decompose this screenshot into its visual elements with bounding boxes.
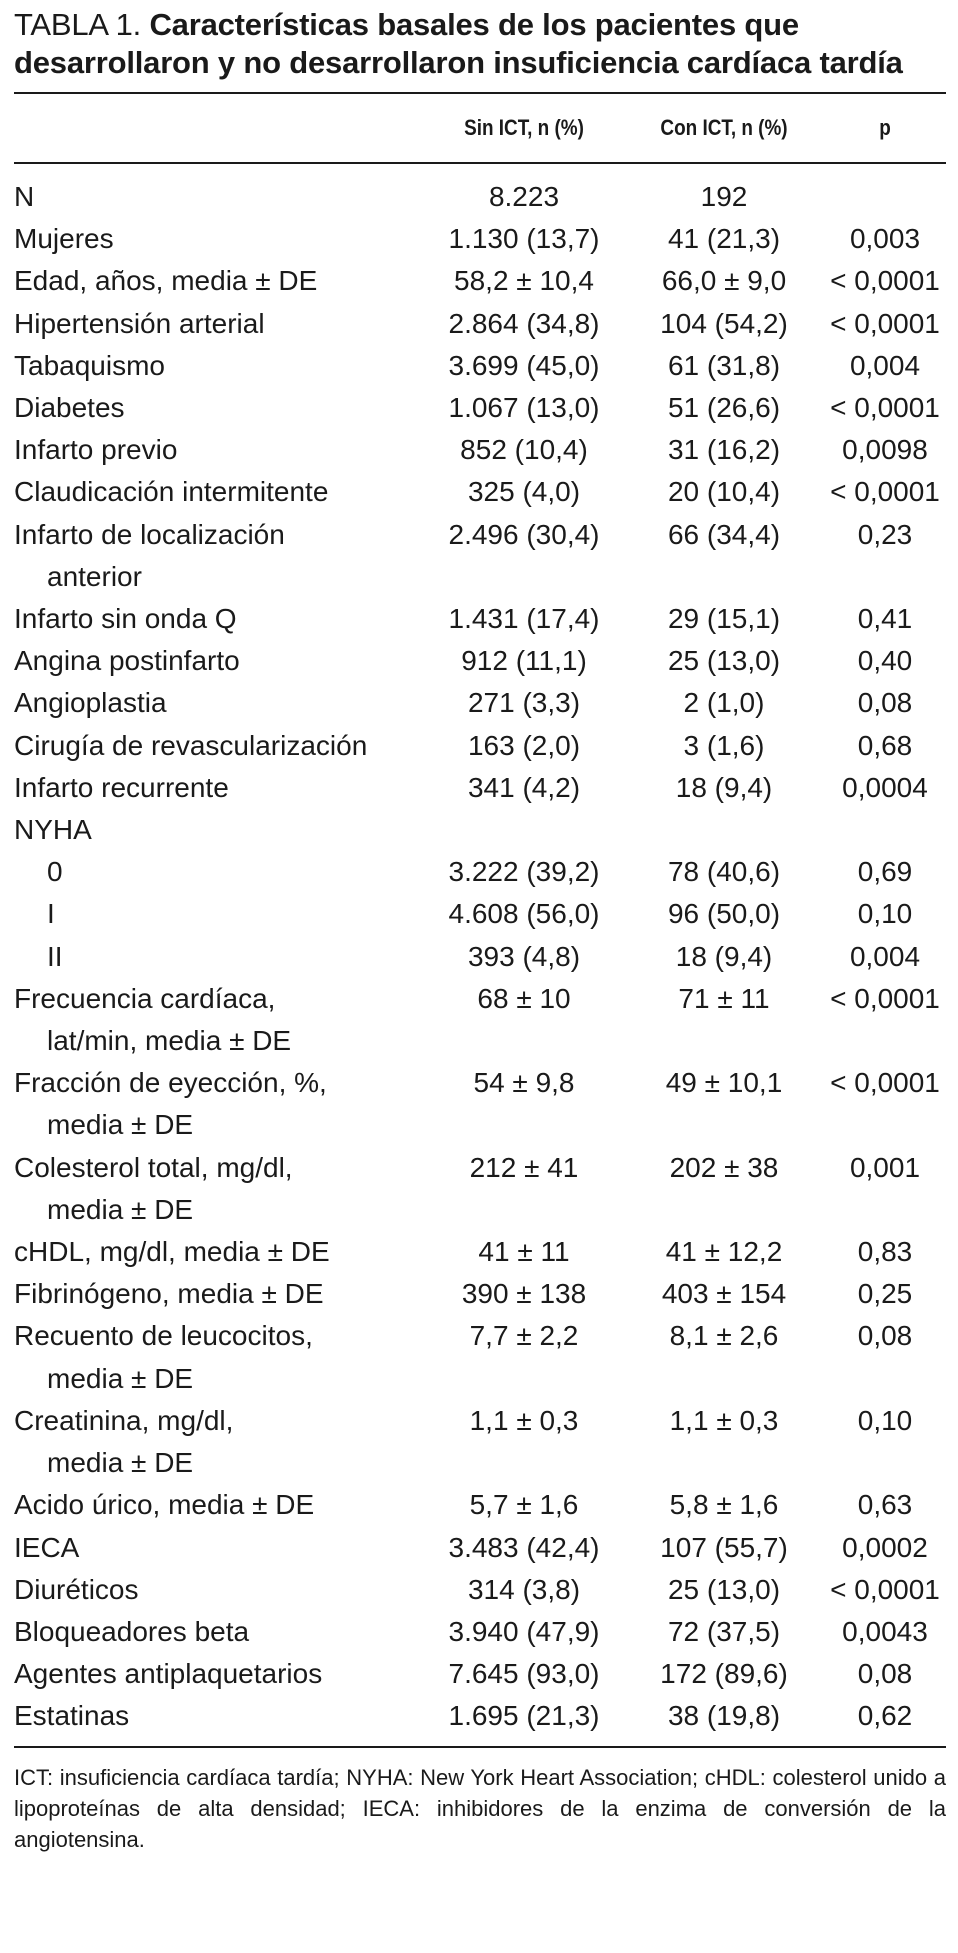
row-label-text: Infarto sin onda Q bbox=[14, 603, 237, 635]
row-label bbox=[14, 1315, 424, 1399]
row-label bbox=[14, 514, 424, 598]
cell-p-value: 0,004 bbox=[849, 940, 921, 972]
cell-p-value: 0,25 bbox=[857, 1278, 913, 1310]
row-label bbox=[14, 598, 424, 640]
cell-p-value: 0,83 bbox=[857, 1236, 913, 1268]
cell-sin-ict: 1.130 (13,7) bbox=[448, 223, 600, 255]
header-p-value: p bbox=[879, 115, 891, 140]
cell-p-value: < 0,0001 bbox=[830, 982, 940, 1014]
table-row bbox=[14, 1653, 946, 1695]
row-label bbox=[14, 1653, 424, 1695]
row-label-text: Fracción de eyección, %, bbox=[14, 1067, 327, 1099]
cell-sin-ict: 68 ± 10 bbox=[477, 982, 571, 1014]
row-label bbox=[14, 1484, 424, 1526]
row-label bbox=[14, 978, 424, 1062]
row-label bbox=[14, 936, 424, 978]
row-label bbox=[14, 429, 424, 471]
table-row bbox=[14, 1695, 946, 1746]
cell-con-ict: 38 (19,8) bbox=[667, 1700, 781, 1732]
cell-p-value: 0,62 bbox=[857, 1700, 913, 1732]
table-row bbox=[14, 514, 946, 598]
table-row bbox=[14, 893, 946, 935]
row-label bbox=[14, 345, 424, 387]
row-label bbox=[14, 1062, 424, 1146]
row-label-text: Tabaquismo bbox=[14, 349, 165, 381]
row-label bbox=[14, 387, 424, 429]
cell-p-value: 0,0004 bbox=[842, 771, 928, 803]
baseline-characteristics-table bbox=[14, 94, 946, 1748]
cell-con-ict: 3 (1,6) bbox=[683, 729, 765, 761]
cell-sin-ict: 2.496 (30,4) bbox=[448, 518, 600, 550]
cell-con-ict: 25 (13,0) bbox=[667, 1573, 781, 1605]
row-label bbox=[14, 1527, 424, 1569]
table-row bbox=[14, 163, 946, 218]
table-row bbox=[14, 1147, 946, 1231]
cell-p-value: 0,69 bbox=[857, 856, 913, 888]
cell-p-value: < 0,0001 bbox=[830, 1573, 940, 1605]
cell-con-ict: 172 (89,6) bbox=[660, 1658, 788, 1690]
row-label bbox=[14, 725, 424, 767]
row-label bbox=[14, 809, 424, 851]
row-label-text: Acido úrico, media ± DE bbox=[14, 1489, 315, 1521]
row-label-text: Infarto previo bbox=[14, 434, 178, 466]
cell-con-ict: 49 ± 10,1 bbox=[665, 1067, 783, 1099]
header-sin-ict: Sin ICT, n (%) bbox=[464, 115, 584, 140]
header-row bbox=[14, 94, 946, 163]
cell-sin-ict: 54 ± 9,8 bbox=[473, 1067, 575, 1099]
cell-con-ict bbox=[624, 809, 824, 851]
table-row bbox=[14, 387, 946, 429]
cell-p-value: < 0,0001 bbox=[830, 307, 940, 339]
cell-p-value: 0,63 bbox=[857, 1489, 913, 1521]
table-row bbox=[14, 1569, 946, 1611]
cell-sin-ict: 3.483 (42,4) bbox=[448, 1531, 600, 1563]
table-number: TABLA 1. bbox=[14, 7, 142, 42]
cell-p-value: 0,41 bbox=[857, 603, 913, 635]
cell-sin-ict: 8.223 bbox=[488, 181, 560, 212]
cell-con-ict: 61 (31,8) bbox=[667, 349, 781, 381]
cell-con-ict: 202 ± 38 bbox=[669, 1151, 779, 1183]
row-label bbox=[14, 640, 424, 682]
row-label-text: Estatinas bbox=[14, 1700, 130, 1732]
table-row bbox=[14, 725, 946, 767]
table-row bbox=[14, 1400, 946, 1484]
row-label bbox=[14, 851, 424, 893]
row-label-text: Angioplastia bbox=[14, 687, 167, 719]
cell-sin-ict: 912 (11,1) bbox=[461, 645, 587, 677]
table-footnote: ICT: insuficiencia cardíaca tardía; NYHA: New York Heart Association; cHDL: colesterol unido a lipoproteínas de alta densidad; IECA: inhibidores de la enzima de conversión de la angiotensina. bbox=[14, 1764, 946, 1852]
row-label-text: Angina postinfarto bbox=[14, 645, 240, 677]
table-row bbox=[14, 1611, 946, 1653]
cell-con-ict: 20 (10,4) bbox=[667, 476, 781, 508]
cell-con-ict: 18 (9,4) bbox=[675, 940, 773, 972]
cell-p-value: 0,10 bbox=[857, 1404, 913, 1436]
table-title bbox=[14, 6, 946, 82]
cell-sin-ict: 1,1 ± 0,3 bbox=[469, 1404, 579, 1436]
cell-p-value bbox=[824, 809, 946, 851]
row-label bbox=[14, 767, 424, 809]
table-row bbox=[14, 1315, 946, 1399]
table-row bbox=[14, 471, 946, 513]
row-label-continuation: media ± DE bbox=[47, 1193, 194, 1225]
cell-con-ict: 96 (50,0) bbox=[667, 898, 781, 930]
table-row bbox=[14, 640, 946, 682]
cell-sin-ict: 3.222 (39,2) bbox=[448, 856, 600, 888]
cell-con-ict: 403 ± 154 bbox=[661, 1278, 787, 1310]
cell-sin-ict: 58,2 ± 10,4 bbox=[454, 265, 594, 297]
row-label-text: IECA bbox=[14, 1531, 80, 1563]
cell-con-ict: 2 (1,0) bbox=[683, 687, 765, 719]
cell-p-value: 0,003 bbox=[849, 223, 921, 255]
cell-sin-ict: 393 (4,8) bbox=[467, 940, 581, 972]
cell-sin-ict: 325 (4,0) bbox=[467, 476, 581, 508]
row-label-continuation: media ± DE bbox=[47, 1109, 194, 1141]
cell-con-ict: 41 (21,3) bbox=[667, 223, 781, 255]
table-row bbox=[14, 767, 946, 809]
cell-con-ict: 78 (40,6) bbox=[667, 856, 781, 888]
cell-con-ict: 8,1 ± 2,6 bbox=[669, 1320, 779, 1352]
row-label-continuation: anterior bbox=[47, 560, 142, 592]
row-label-text: cHDL, mg/dl, media ± DE bbox=[14, 1236, 330, 1268]
row-label bbox=[14, 682, 424, 724]
cell-sin-ict: 212 ± 41 bbox=[469, 1151, 579, 1183]
row-label-text: N bbox=[14, 181, 35, 212]
row-label-text: Hipertensión arterial bbox=[14, 307, 265, 339]
table-row bbox=[14, 1062, 946, 1146]
row-label bbox=[14, 1147, 424, 1231]
cell-sin-ict: 314 (3,8) bbox=[467, 1573, 581, 1605]
cell-p-value: 0,004 bbox=[849, 349, 921, 381]
row-label bbox=[14, 1400, 424, 1484]
cell-con-ict: 192 bbox=[700, 181, 748, 212]
row-label-text: Cirugía de revascularización bbox=[14, 729, 368, 761]
row-label bbox=[14, 1273, 424, 1315]
cell-p-value: 0,23 bbox=[857, 518, 913, 550]
table-row bbox=[14, 682, 946, 724]
cell-p-value: 0,08 bbox=[857, 1658, 913, 1690]
cell-p-value: 0,0002 bbox=[842, 1531, 928, 1563]
row-label-continuation: media ± DE bbox=[47, 1362, 194, 1394]
cell-sin-ict: 2.864 (34,8) bbox=[448, 307, 600, 339]
cell-sin-ict: 3.699 (45,0) bbox=[448, 349, 600, 381]
row-label-continuation: media ± DE bbox=[47, 1447, 194, 1479]
cell-p-value: < 0,0001 bbox=[830, 265, 940, 297]
cell-p-value: 0,08 bbox=[857, 1320, 913, 1352]
cell-con-ict: 41 ± 12,2 bbox=[665, 1236, 783, 1268]
cell-p-value: < 0,0001 bbox=[830, 476, 940, 508]
cell-sin-ict: 7,7 ± 2,2 bbox=[469, 1320, 579, 1352]
cell-sin-ict: 852 (10,4) bbox=[460, 434, 588, 466]
table-row bbox=[14, 1273, 946, 1315]
row-label-text: NYHA bbox=[14, 814, 92, 846]
cell-sin-ict: 271 (3,3) bbox=[467, 687, 581, 719]
cell-p-value: 0,08 bbox=[857, 687, 913, 719]
row-label bbox=[14, 1695, 424, 1746]
row-label-text: Creatinina, mg/dl, bbox=[14, 1404, 234, 1436]
cell-sin-ict: 7.645 (93,0) bbox=[448, 1658, 600, 1690]
cell-con-ict: 51 (26,6) bbox=[667, 392, 781, 424]
row-label-text: Fibrinógeno, media ± DE bbox=[14, 1278, 324, 1310]
table-row bbox=[14, 809, 946, 851]
header-variable bbox=[43, 94, 396, 163]
cell-sin-ict: 4.608 (56,0) bbox=[448, 898, 600, 930]
cell-sin-ict: 3.940 (47,9) bbox=[448, 1615, 600, 1647]
row-label-text: II bbox=[47, 940, 63, 972]
row-label-text: 0 bbox=[47, 856, 63, 888]
cell-sin-ict bbox=[424, 809, 624, 851]
cell-p-value: 0,0043 bbox=[842, 1615, 928, 1647]
cell-con-ict: 71 ± 11 bbox=[678, 982, 770, 1014]
row-label bbox=[14, 163, 424, 218]
cell-p-value: 0,10 bbox=[857, 898, 913, 930]
table-row bbox=[14, 1527, 946, 1569]
row-label bbox=[14, 471, 424, 513]
table-caption: Características basales de los pacientes que desarrollaron y no desarrollaron insuficiencia cardíaca tardía bbox=[14, 7, 903, 80]
row-label-text: Mujeres bbox=[14, 223, 114, 255]
cell-con-ict: 31 (16,2) bbox=[667, 434, 781, 466]
table-row bbox=[14, 429, 946, 471]
row-label bbox=[14, 1611, 424, 1653]
cell-con-ict: 66,0 ± 9,0 bbox=[661, 265, 787, 297]
cell-sin-ict: 1.431 (17,4) bbox=[448, 603, 600, 635]
cell-con-ict: 18 (9,4) bbox=[675, 771, 773, 803]
table-row bbox=[14, 598, 946, 640]
cell-con-ict: 66 (34,4) bbox=[667, 518, 781, 550]
row-label-text: Diabetes bbox=[14, 392, 125, 424]
row-label-text: Edad, años, media ± DE bbox=[14, 265, 318, 297]
cell-p-value: 0,68 bbox=[857, 729, 913, 761]
cell-con-ict: 29 (15,1) bbox=[667, 603, 781, 635]
cell-con-ict: 72 (37,5) bbox=[667, 1615, 781, 1647]
cell-sin-ict: 1.067 (13,0) bbox=[448, 392, 600, 424]
cell-con-ict: 107 (55,7) bbox=[660, 1531, 788, 1563]
row-label-text: Infarto de localización bbox=[14, 518, 285, 550]
cell-sin-ict: 390 ± 138 bbox=[461, 1278, 587, 1310]
row-label-continuation: lat/min, media ± DE bbox=[47, 1025, 292, 1057]
row-label bbox=[14, 1569, 424, 1611]
table-row bbox=[14, 260, 946, 302]
cell-p-value: < 0,0001 bbox=[830, 392, 940, 424]
table-row bbox=[14, 218, 946, 260]
row-label bbox=[14, 303, 424, 345]
cell-sin-ict: 341 (4,2) bbox=[467, 771, 581, 803]
table-row bbox=[14, 1231, 946, 1273]
row-label-text: Recuento de leucocitos, bbox=[14, 1320, 313, 1352]
cell-p-value: 0,40 bbox=[857, 645, 913, 677]
row-label-text: Diuréticos bbox=[14, 1573, 139, 1605]
cell-p-value: 0,0098 bbox=[842, 434, 928, 466]
table-row bbox=[14, 851, 946, 893]
row-label-text: Claudicación intermitente bbox=[14, 476, 329, 508]
header-con-ict: Con ICT, n (%) bbox=[660, 115, 788, 140]
table-row bbox=[14, 303, 946, 345]
row-label-text: Agentes antiplaquetarios bbox=[14, 1658, 323, 1690]
table-row bbox=[14, 978, 946, 1062]
cell-p-value: 0,001 bbox=[849, 1151, 921, 1183]
row-label-text: Infarto recurrente bbox=[14, 771, 229, 803]
row-label bbox=[14, 1231, 424, 1273]
cell-sin-ict: 5,7 ± 1,6 bbox=[469, 1489, 579, 1521]
row-label bbox=[14, 893, 424, 935]
row-label bbox=[14, 260, 424, 302]
cell-con-ict: 104 (54,2) bbox=[660, 307, 788, 339]
table-row bbox=[14, 1484, 946, 1526]
row-label-text: Bloqueadores beta bbox=[14, 1615, 250, 1647]
cell-p-value bbox=[824, 163, 946, 218]
row-label-text: Frecuencia cardíaca, bbox=[14, 982, 276, 1014]
cell-sin-ict: 41 ± 11 bbox=[478, 1236, 570, 1268]
row-label bbox=[14, 218, 424, 260]
table-row bbox=[14, 936, 946, 978]
cell-con-ict: 5,8 ± 1,6 bbox=[669, 1489, 779, 1521]
row-label-text: I bbox=[47, 898, 55, 930]
cell-sin-ict: 163 (2,0) bbox=[467, 729, 581, 761]
table-body bbox=[14, 163, 946, 1747]
cell-con-ict: 1,1 ± 0,3 bbox=[669, 1404, 779, 1436]
cell-sin-ict: 1.695 (21,3) bbox=[448, 1700, 600, 1732]
table-row bbox=[14, 345, 946, 387]
cell-con-ict: 25 (13,0) bbox=[667, 645, 781, 677]
row-label-text: Colesterol total, mg/dl, bbox=[14, 1151, 293, 1183]
cell-p-value: < 0,0001 bbox=[830, 1067, 940, 1099]
